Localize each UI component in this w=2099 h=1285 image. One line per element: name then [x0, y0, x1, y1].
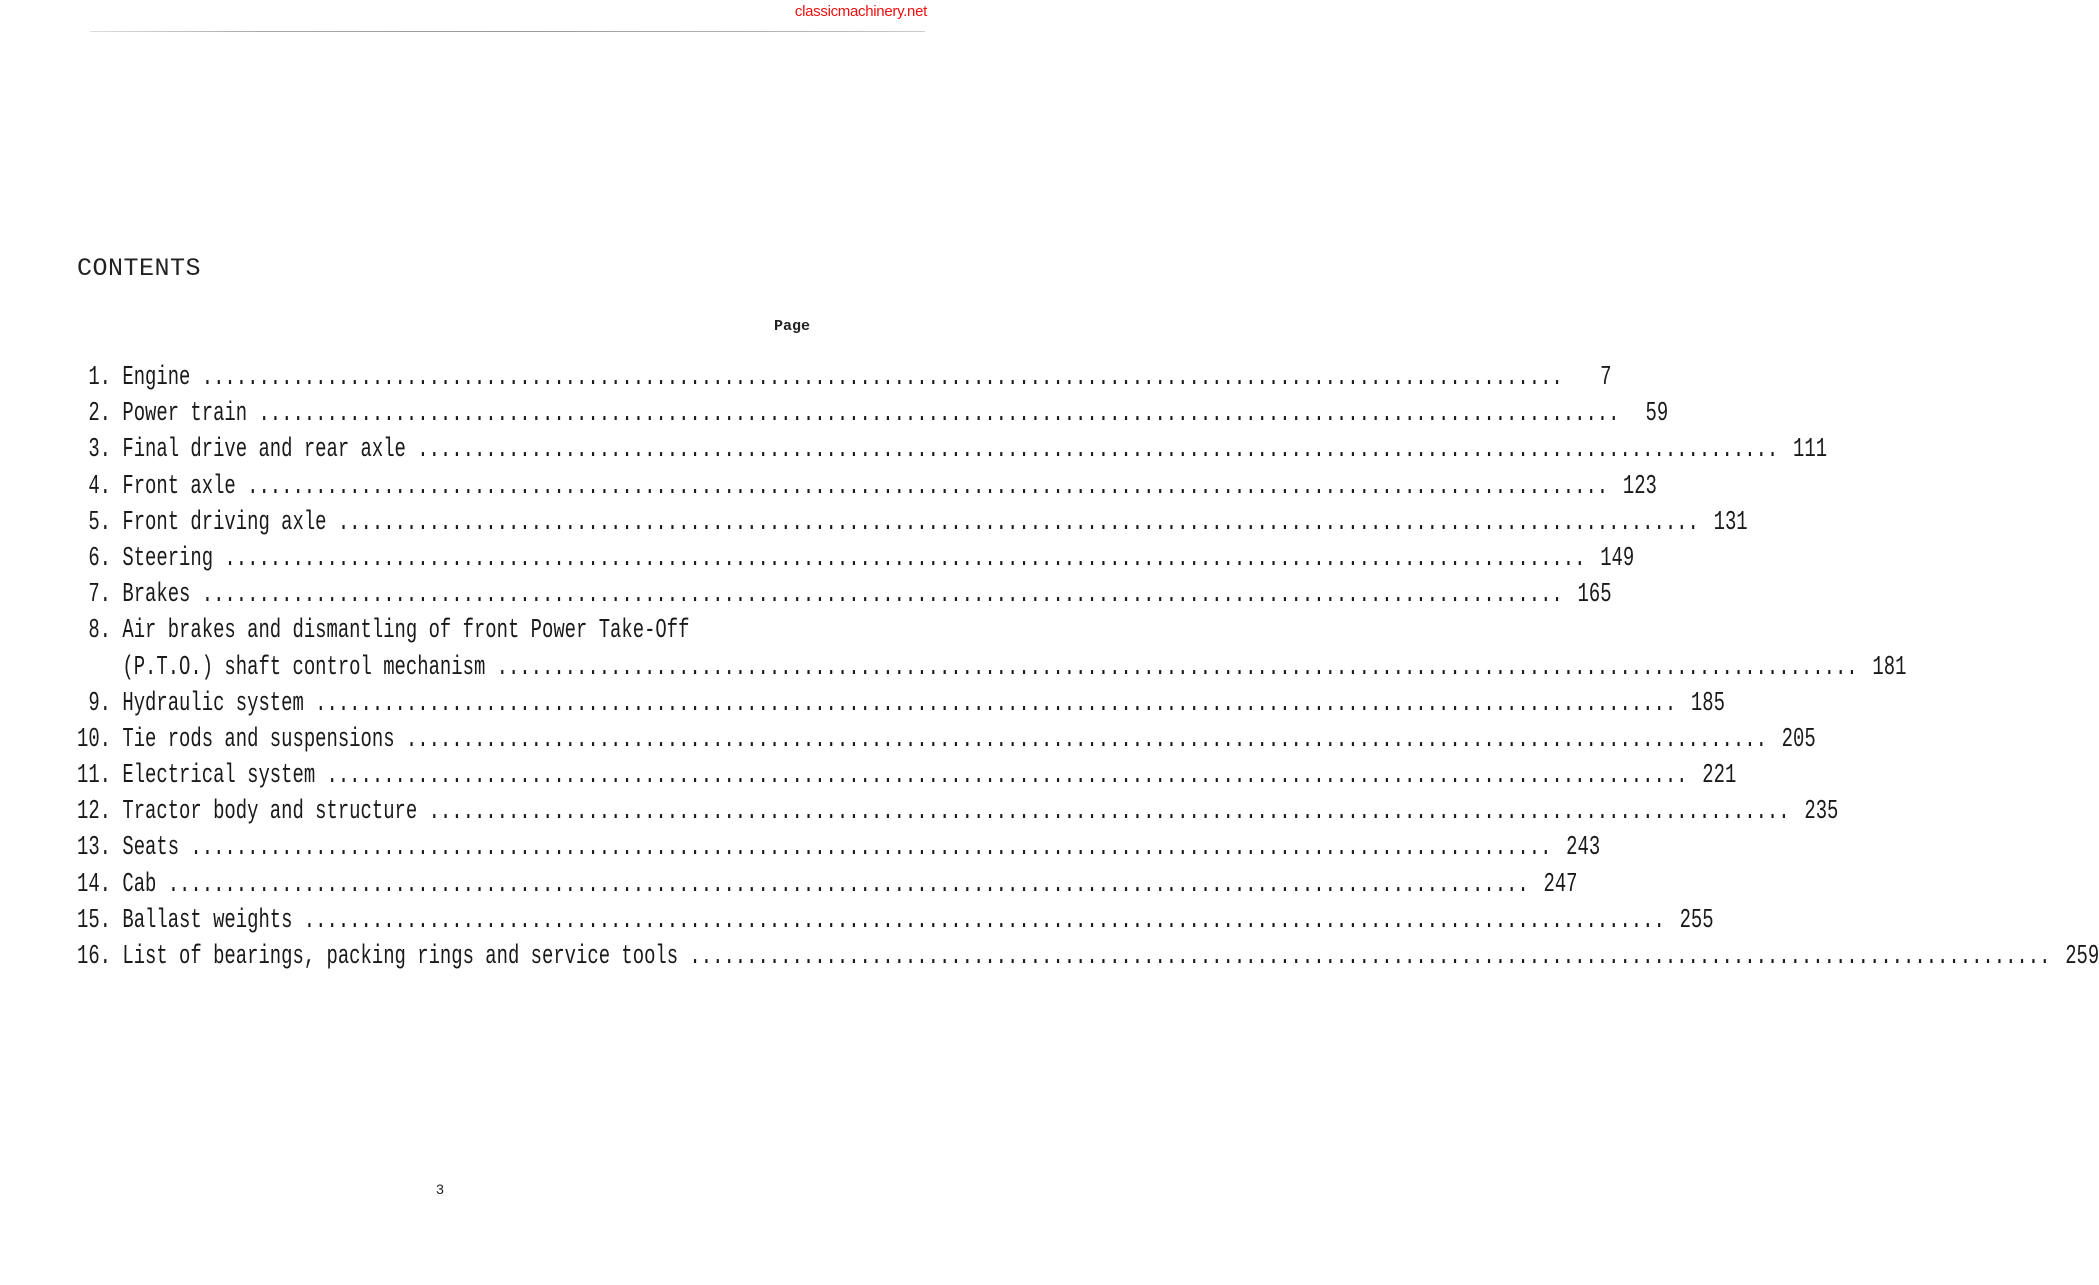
entry-title: Front axle [122, 471, 236, 502]
page-column-label: Page [774, 318, 811, 335]
entry-page: 259 [2065, 942, 2099, 972]
entry-number: 9. [88, 688, 112, 719]
entry-title: Engine [122, 363, 191, 393]
entry-title: Cab [122, 869, 157, 900]
entry-title: Steering [122, 543, 214, 574]
table-of-contents [77, 360, 2099, 975]
entry-title: Final drive and rear axle [122, 435, 406, 466]
entry-page: 221 [1702, 761, 1737, 792]
entry-title: Electrical system [122, 761, 316, 792]
entry-number: 7. [88, 580, 112, 611]
dot-leader: ........................................................................................................................ [224, 543, 1586, 574]
toc-entry [77, 758, 1737, 794]
toc-entry [77, 830, 1601, 866]
toc-entry [77, 722, 1816, 758]
entry-title: Tractor body and structure [122, 797, 418, 828]
entry-number: 1. [88, 363, 112, 393]
toc-entry [77, 794, 1839, 830]
entry-number [77, 650, 111, 686]
toc-entry [77, 903, 1714, 939]
entry-page: 247 [1543, 869, 1578, 900]
entry-title: Seats [122, 833, 180, 864]
entry-page: 255 [1679, 905, 1714, 936]
toc-entry [77, 939, 2099, 975]
entry-number: 10. [77, 724, 112, 755]
toc-entry [77, 686, 1725, 722]
entry-number: 11. [77, 761, 112, 792]
dot-leader: ........................................................................................................................ [326, 761, 1688, 792]
entry-title: List of bearings, packing rings and service tools [122, 942, 679, 972]
toc-entry [77, 360, 1612, 396]
entry-number: 15. [77, 905, 112, 936]
entry-page: 185 [1690, 688, 1725, 719]
entry-title: Front driving axle [122, 507, 327, 538]
entry-page: 181 [1872, 652, 1907, 683]
entry-title: (P.T.O.) shaft control mechanism [122, 652, 486, 683]
dot-leader: ........................................................................................................................ [258, 399, 1620, 430]
entry-number: 13. [77, 833, 112, 864]
entry-page: 165 [1577, 580, 1612, 611]
page-number: 3 [436, 1181, 444, 1197]
toc-entry [77, 541, 1635, 577]
entry-title: Power train [122, 399, 248, 430]
dot-leader: ........................................................................................................................ [303, 905, 1665, 936]
entry-page: 123 [1622, 471, 1657, 502]
entry-number: 4. [88, 471, 112, 502]
toc-entry [77, 650, 1907, 686]
entry-title: Tie rods and suspensions [122, 724, 395, 755]
toc-entry [77, 577, 1612, 613]
watermark-link[interactable]: classicmachinery.net [794, 3, 927, 20]
entry-page: 243 [1566, 833, 1601, 864]
entry-title: Air brakes and dismantling of front Power Take-Off [122, 616, 690, 647]
toc-entry [77, 505, 1748, 541]
dot-leader: ........................................................................................................................ [167, 869, 1529, 900]
entry-number: 3. [88, 435, 112, 466]
toc-entry [77, 396, 1669, 432]
entry-number: 6. [88, 543, 112, 574]
entry-number: 8. [88, 616, 112, 647]
dot-leader: ........................................................................................................................ [190, 833, 1552, 864]
entry-page: 59 [1645, 399, 1669, 430]
dot-leader: ........................................................................................................................ [689, 942, 2051, 972]
entry-number: 12. [77, 797, 112, 828]
dot-leader: ........................................................................................................................ [337, 507, 1699, 538]
dot-leader: ........................................................................................................................ [201, 580, 1563, 611]
entry-page: 131 [1713, 507, 1748, 538]
dot-leader: ........................................................................................................................ [201, 363, 1563, 393]
dot-leader: ........................................................................................................................ [428, 797, 1790, 828]
entry-number: 2. [88, 399, 112, 430]
toc-entry [77, 867, 1578, 903]
entry-title: Brakes [122, 580, 191, 611]
dot-leader: ........................................................................................................................ [315, 688, 1677, 719]
entry-page: 235 [1804, 797, 1839, 828]
toc-entry [77, 432, 1828, 468]
dot-leader: ........................................................................................................................ [496, 652, 1858, 683]
header-rule [90, 31, 925, 32]
entry-page: 7 [1600, 363, 1612, 393]
entry-page: 111 [1793, 435, 1828, 466]
toc-entry [77, 469, 1657, 505]
entry-title: Hydraulic system [122, 688, 304, 719]
entry-number: 5. [88, 507, 112, 538]
entry-page: 205 [1781, 724, 1816, 755]
entry-title: Ballast weights [122, 905, 293, 936]
dot-leader: ........................................................................................................................ [247, 471, 1609, 502]
toc-entry [77, 613, 818, 649]
entry-number: 16. [77, 942, 112, 972]
dot-leader: ........................................................................................................................ [405, 724, 1767, 755]
dot-leader: ........................................................................................................................ [417, 435, 1779, 466]
entry-number: 14. [77, 869, 112, 900]
entry-page: 149 [1600, 543, 1635, 574]
page-title: CONTENTS [77, 254, 202, 283]
